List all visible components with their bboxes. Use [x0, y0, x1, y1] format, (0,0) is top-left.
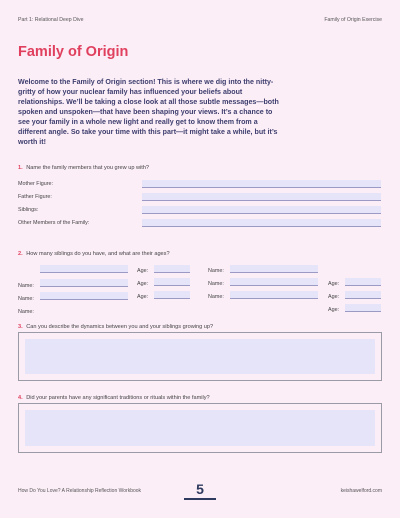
question-3-text: Can you describe the dynamics between you and your siblings growing up?	[26, 324, 214, 330]
question-1-text: Name the family members that you grew up with?	[26, 165, 150, 171]
sibling-dynamics-answer-box[interactable]	[18, 332, 382, 381]
siblings-label: Siblings:	[18, 207, 39, 213]
page-number: 5	[196, 481, 204, 497]
sibling-age-label: Age:	[328, 294, 340, 300]
question-3-number: 3.	[18, 324, 23, 330]
header-exercise-label: Family of Origin Exercise	[324, 17, 382, 23]
other-members-label: Other Members of the Family:	[18, 220, 90, 226]
sibling-name-label: Name:	[208, 281, 224, 287]
question-1-number: 1.	[18, 165, 23, 171]
sibling-name-field[interactable]	[230, 278, 318, 286]
father-figure-field[interactable]	[142, 193, 381, 201]
question-4-text: Did your parents have any significant traditions or rituals within the family?	[26, 395, 210, 401]
sibling-age-label: Age:	[137, 294, 149, 300]
sibling-name-field[interactable]	[230, 291, 318, 299]
question-1	[18, 165, 149, 171]
sibling-name-label: Name:	[208, 268, 224, 274]
sibling-age-field[interactable]	[154, 265, 190, 273]
sibling-age-field[interactable]	[154, 278, 190, 286]
mother-figure-field[interactable]	[142, 180, 381, 188]
answer-area[interactable]	[25, 410, 375, 446]
sibling-name-field[interactable]	[40, 292, 128, 300]
sibling-name-field[interactable]	[230, 265, 318, 273]
sibling-name-label: Name:	[18, 309, 34, 315]
sibling-age-label: Age:	[328, 281, 340, 287]
father-figure-label: Father Figure:	[18, 194, 52, 200]
footer-website: keishawelford.com	[340, 488, 382, 494]
sibling-age-label: Age:	[328, 307, 340, 313]
family-traditions-answer-box[interactable]	[18, 403, 382, 453]
sibling-age-field[interactable]	[345, 278, 381, 286]
header-section-label: Part 1: Relational Deep Dive	[18, 17, 84, 23]
page-title: Family of Origin	[18, 44, 129, 60]
question-4	[18, 395, 210, 401]
sibling-name-label: Name:	[208, 294, 224, 300]
question-2-text: How many siblings do you have, and what are their ages?	[26, 251, 170, 257]
siblings-field[interactable]	[142, 206, 381, 214]
sibling-age-field[interactable]	[154, 291, 190, 299]
question-4-number: 4.	[18, 395, 23, 401]
other-members-field[interactable]	[142, 219, 381, 227]
sibling-age-label: Age:	[137, 268, 149, 274]
sibling-name-field[interactable]	[40, 279, 128, 287]
answer-area[interactable]	[25, 339, 375, 374]
footer-workbook-title: How Do You Love? A Relationship Reflection Workbook	[18, 488, 142, 494]
sibling-name-label: Name:	[18, 283, 34, 289]
sibling-age-label: Age:	[137, 281, 149, 287]
page-number-underline	[184, 498, 216, 500]
question-2-number: 2.	[18, 251, 23, 257]
sibling-name-label: Name:	[18, 296, 34, 302]
mother-figure-label: Mother Figure:	[18, 181, 54, 187]
sibling-age-field[interactable]	[345, 304, 381, 312]
intro-paragraph: Welcome to the Family of Origin section! This is where we dig into the nitty-gritty of how your nuclear family has influenced your beliefs about relationships. We’ll be taking a close look at all those subtle messages—both spoken and unspoken—that have been shaping your views. It’s a chance to see your family in a whole new light and really get to know them from a different angle. So take your time with this part—it might take a while, but it’s worth it!	[18, 78, 279, 146]
question-3	[18, 324, 213, 330]
question-2	[18, 251, 170, 257]
sibling-name-field[interactable]	[40, 265, 128, 273]
sibling-age-field[interactable]	[345, 291, 381, 299]
